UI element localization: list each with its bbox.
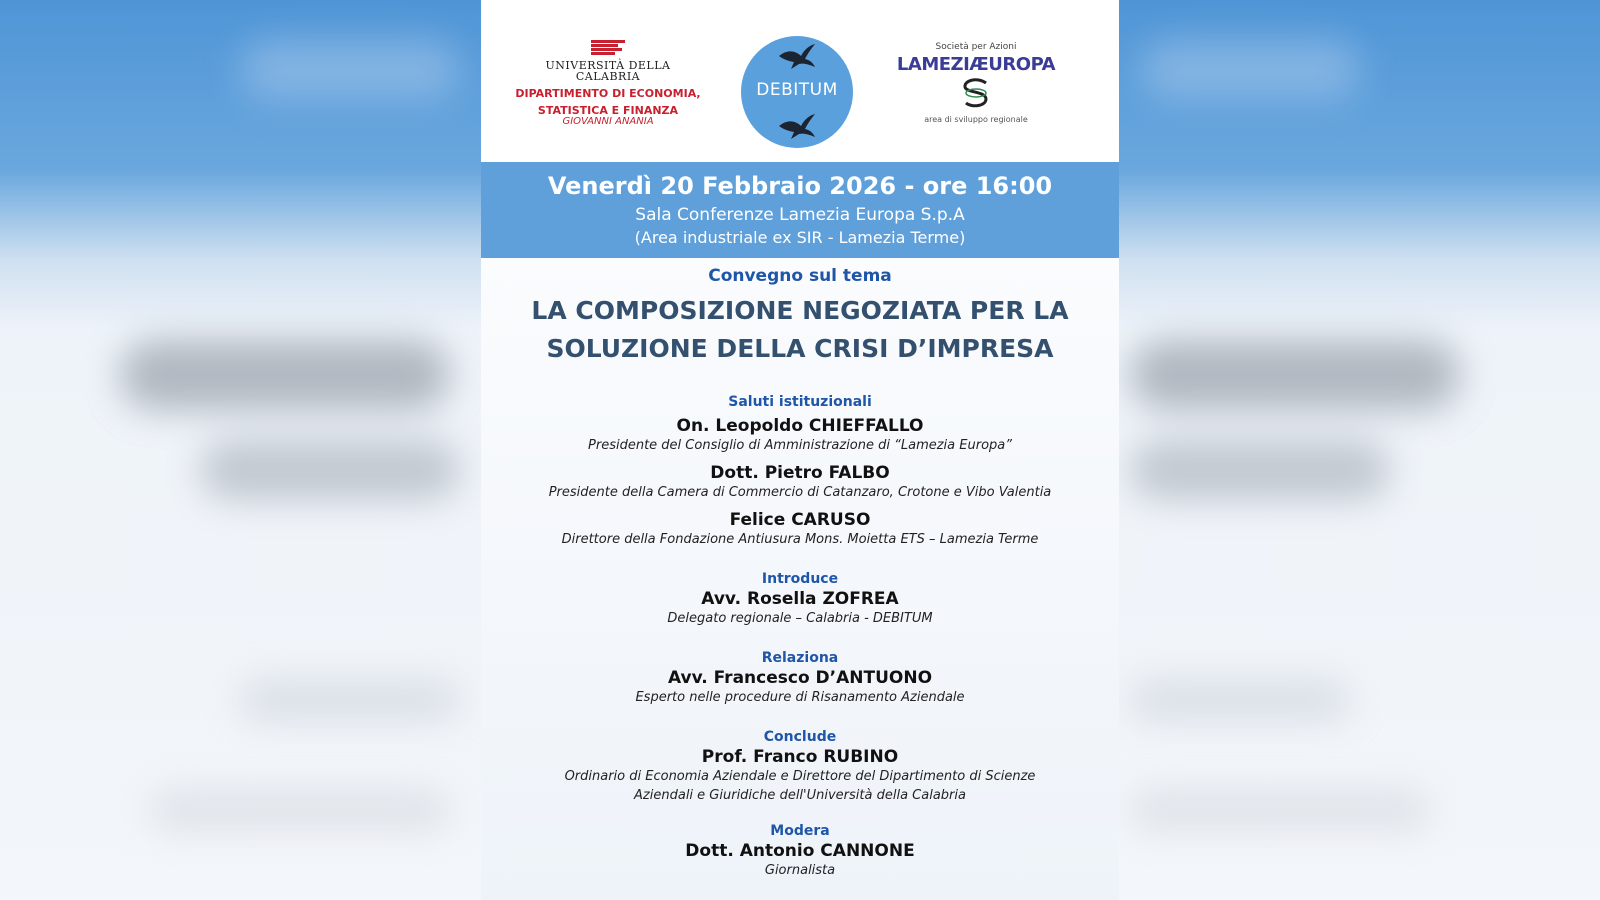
swallow-icon [777,112,817,142]
event-poster [481,0,1119,900]
university-name-line2: CALABRIA [575,70,641,83]
university-name-line1: UNIVERSITÀ DELLA [545,59,671,72]
speaker-name: Prof. Franco RUBINO [701,747,899,767]
event-date-time: Venerdì 20 Febbraio 2026 - ore 16:00 [547,172,1053,200]
speaker [481,589,1119,628]
event-info-band [481,162,1119,258]
lamezia-name: LAMEZIÆUROPA [896,54,1056,75]
role-heading: Introduce [761,571,839,587]
theme-intro: Convegno sul tema [708,266,892,286]
section-modera [481,823,1119,880]
lamezia-europa-logo [891,42,1061,124]
role-heading: Modera [770,823,830,839]
speaker [481,416,1119,455]
logo-header [481,0,1119,162]
speaker-description-line2: Aziendali e Giuridiche dell'Università della Calabria [634,788,966,803]
speaker [481,510,1119,549]
conference-title [481,292,1119,368]
role-heading: Conclude [763,729,837,745]
program-content [481,258,1119,880]
lamezia-swirl-icon [956,75,996,111]
speaker-description: Presidente della Camera di Commercio di Catanzaro, Crotone e Vibo Valentia [548,485,1052,500]
section-conclude [481,729,1119,805]
section-introduce [481,571,1119,628]
debitum-logo [741,36,853,148]
speaker-description: Esperto nelle procedure di Risanamento Aziendale [635,690,965,705]
speaker-name: Dott. Antonio CANNONE [685,841,915,861]
speaker-name: Avv. Francesco D’ANTUONO [667,668,933,688]
department-line3: GIOVANNI ANANIA [562,116,654,127]
speaker-description: Delegato regionale – Calabria - DEBITUM [667,611,933,626]
speaker-description-line1: Ordinario di Economia Aziendale e Direttore del Dipartimento di Scienze [564,769,1036,784]
conference-title-line1: LA COMPOSIZIONE NEGOZIATA PER LA [531,296,1069,325]
section-saluti [481,394,1119,549]
speaker [481,747,1119,805]
lamezia-subtitle: area di sviluppo regionale [924,115,1028,124]
speaker [481,841,1119,880]
speaker [481,668,1119,707]
swallow-icon [777,42,817,72]
role-heading: Relaziona [761,650,839,666]
role-heading: Saluti istituzionali [728,394,872,410]
conference-title-line2: SOLUZIONE DELLA CRISI D’IMPRESA [546,334,1054,363]
section-relaziona [481,650,1119,707]
unical-logo [513,40,703,127]
speaker-description: Direttore della Fondazione Antiusura Mons. Moietta ETS – Lamezia Terme [561,532,1039,547]
speaker-description: Presidente del Consiglio di Amministrazione di “Lamezia Europa” [588,438,1012,453]
department-line1: DIPARTIMENTO DI ECONOMIA, [515,87,701,100]
speaker-name: Dott. Pietro FALBO [710,463,890,483]
debitum-label: DEBITUM [756,80,838,100]
event-venue: Sala Conferenze Lamezia Europa S.p.A [635,205,965,225]
speaker [481,463,1119,502]
department-line2: STATISTICA E FINANZA [537,104,679,117]
speaker-description: Giornalista [764,863,836,878]
unical-emblem-icon [591,40,625,58]
speaker-name: On. Leopoldo CHIEFFALLO [676,416,924,436]
speaker-name: Avv. Rosella ZOFREA [701,589,899,609]
speaker-name: Felice CARUSO [729,510,871,530]
event-area: (Area industriale ex SIR - Lamezia Terme) [634,228,966,247]
lamezia-tagline: Società per Azioni [935,42,1017,52]
